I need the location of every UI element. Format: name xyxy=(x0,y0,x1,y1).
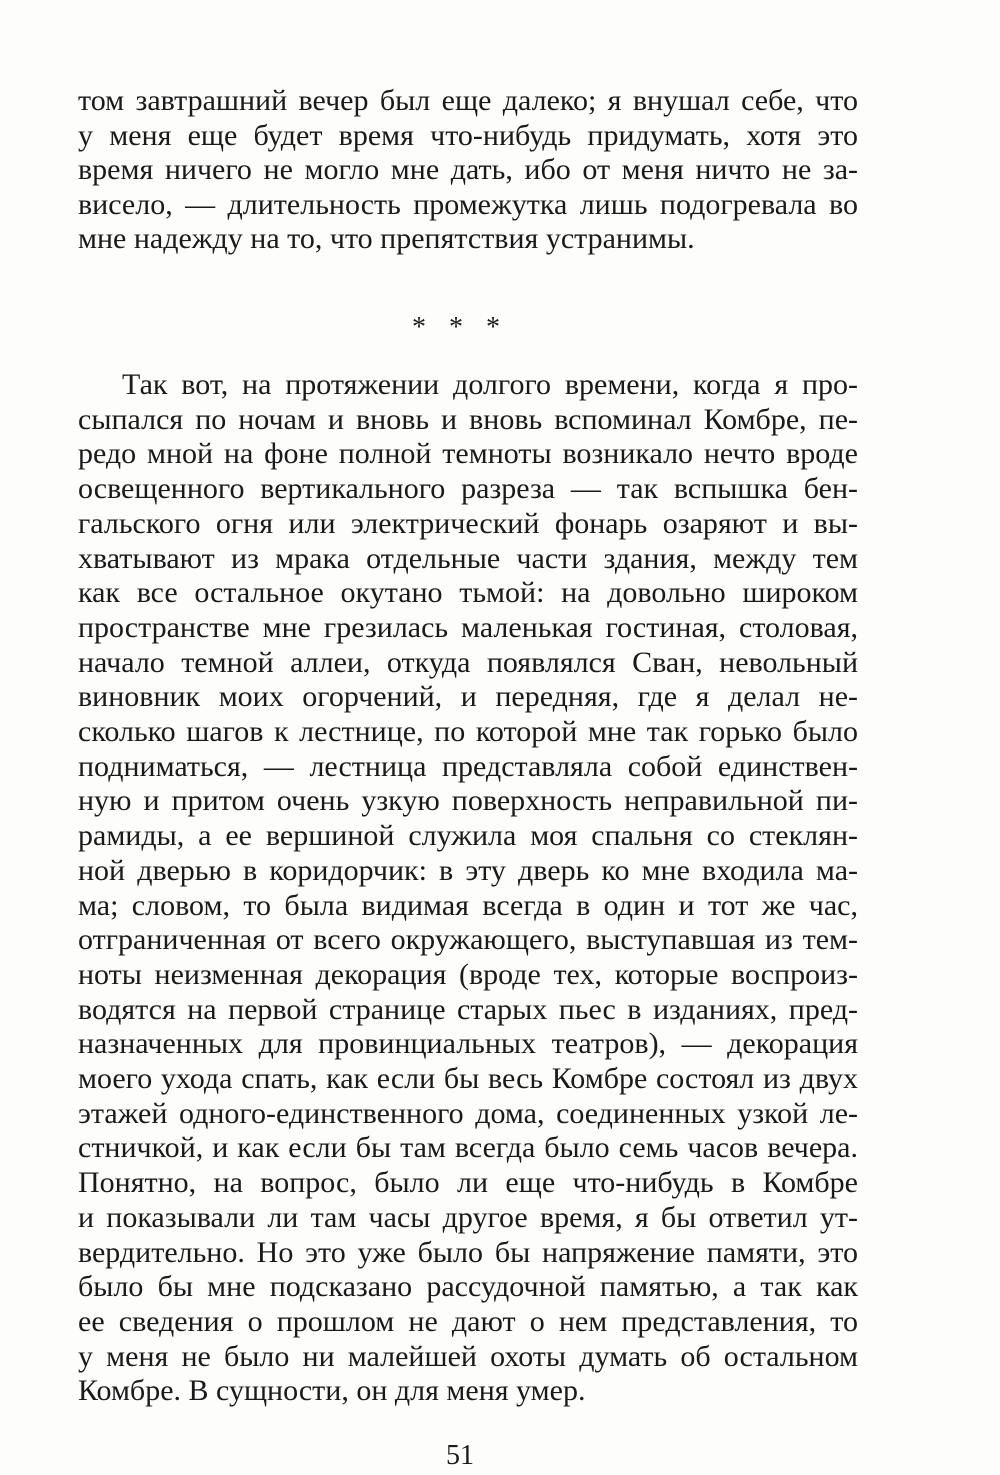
text-line: моего ухода спать, как если бы весь Комбре состоял из двух xyxy=(78,1062,858,1096)
text-line: начало темной аллеи, откуда появлялся Сван, невольный xyxy=(78,645,858,679)
text-line: время ничего не могло мне дать, ибо от меня ничто не за- xyxy=(78,153,858,186)
text-line: водятся на первой странице старых пьес в изданиях, пред- xyxy=(78,992,858,1026)
page-number: 51 xyxy=(446,1440,474,1471)
text-line: мне надежду на то, что препятствия устранимы. xyxy=(78,222,695,255)
text-line: подниматься, — лестница представляла собой единствен- xyxy=(78,749,858,783)
text-line: стничкой, и как если бы там всегда было семь часов вечера. xyxy=(78,1131,858,1165)
text-line: рамиды, а ее вершиной служила моя спальня со стеклян- xyxy=(78,819,858,853)
text-line: назначенных для провинциальных театров), — декорация xyxy=(78,1027,858,1061)
text-line: и показывали ли там часы другое время, я бы ответил ут- xyxy=(78,1200,858,1234)
text-line: Так вот, на протяжении долгого времени, когда я про- xyxy=(122,368,858,401)
text-line: сыпался по ночам и вновь и вновь вспоминал Комбре, пе- xyxy=(78,402,858,436)
text-line: ной дверью в коридорчик: в эту дверь ко мне входила ма- xyxy=(78,853,858,887)
text-line: Понятно, на вопрос, было ли еще что-нибудь в Комбре xyxy=(78,1166,858,1200)
text-line: ее сведения о прошлом не дают о нем представления, то xyxy=(78,1304,858,1338)
paragraph-top xyxy=(78,84,858,257)
text-line: пространстве мне грезилась маленькая гостиная, столовая, xyxy=(78,610,858,644)
text-line: виновник моих огорчений, и передняя, где я делал не- xyxy=(78,680,858,714)
text-line: висело, — длительность промежутка лишь подогревала во xyxy=(78,187,858,221)
text-line: Комбре. В сущности, он для меня умер. xyxy=(78,1374,586,1408)
section-separator: * * * xyxy=(412,312,508,343)
text-line: сколько шагов к лестнице, по которой мне так горько было xyxy=(78,715,858,749)
text-line: ную и притом очень узкую поверхность неправильной пи- xyxy=(78,784,858,818)
text-line: ма; словом, то была видимая всегда в один и тот же час, xyxy=(78,888,858,922)
text-line: редо мной на фоне полной темноты возникало нечто вроде xyxy=(78,437,858,471)
text-line: у меня не было ни малейшей охоты думать об остальном xyxy=(78,1339,858,1373)
text-line: ноты неизменная декорация (вроде тех, которые воспроиз- xyxy=(78,957,858,991)
text-line: освещенного вертикального разреза — так вспышка бен- xyxy=(78,472,858,506)
text-line: том завтрашний вечер был еще далеко; я внушал себе, что xyxy=(78,84,858,117)
text-line: гальского огня или электрический фонарь озаряют и вы- xyxy=(78,506,858,540)
text-line: хватывают из мрака отдельные части здания, между тем xyxy=(78,541,858,575)
text-line: как все остальное окутано тьмой: на довольно широком xyxy=(78,576,858,610)
text-line: отграниченная от всего окружающего, выступавшая из тем- xyxy=(78,923,858,957)
text-line: у меня еще будет время что-нибудь придумать, хотя это xyxy=(78,118,858,152)
text-line: вердительно. Но это уже было бы напряжение памяти, это xyxy=(78,1235,858,1269)
text-line: этажей одного-единственного дома, соединенных узкой ле- xyxy=(78,1096,858,1130)
paragraph-main xyxy=(78,368,858,1409)
text-line: было бы мне подсказано рассудочной памятью, а так как xyxy=(78,1270,858,1304)
